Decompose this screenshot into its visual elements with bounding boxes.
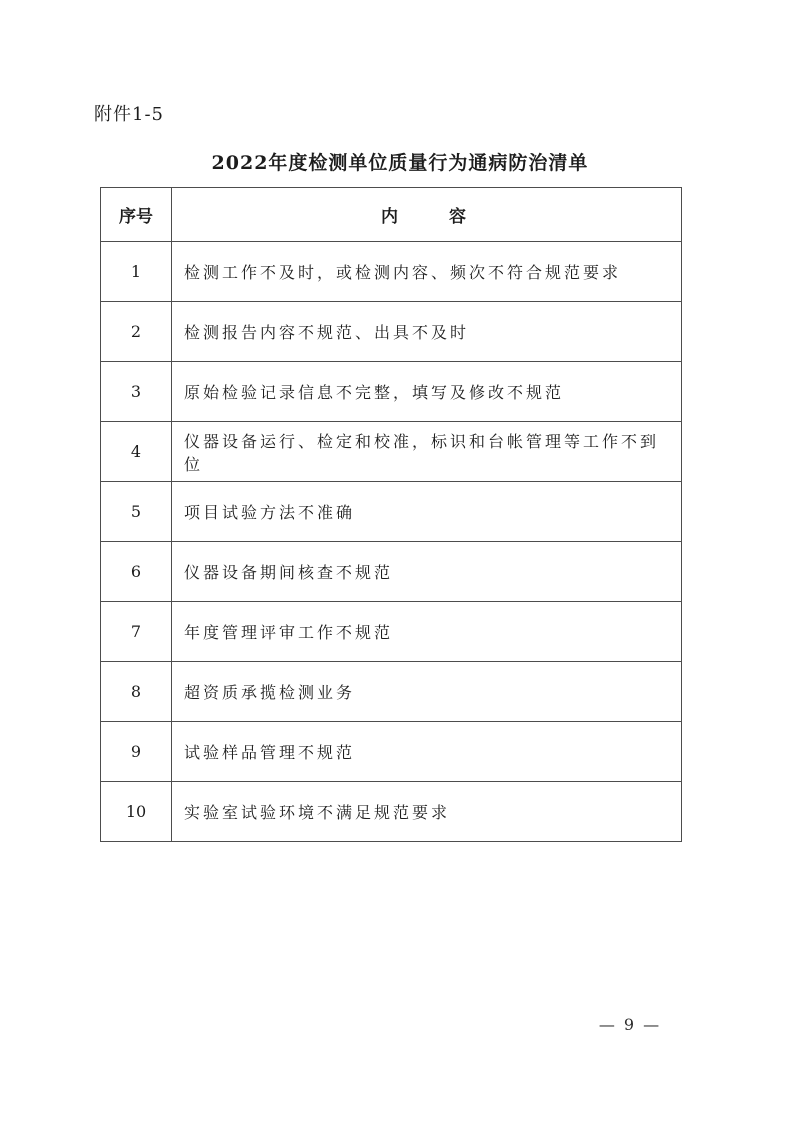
row-number-cell: 5 [101,482,172,542]
row-content-cell: 仪器设备期间核查不规范 [172,542,682,602]
row-content-cell: 仪器设备运行、检定和校准，标识和台帐管理等工作不到位 [172,422,682,482]
row-number-cell: 8 [101,662,172,722]
row-number-cell: 9 [101,722,172,782]
attachment-label: 附件1-5 [94,104,164,125]
table-row [101,722,682,782]
header-cell-no: 序号 [101,188,172,242]
row-content-cell: 检测报告内容不规范、出具不及时 [172,302,682,362]
table-row [101,782,682,842]
table-row [101,302,682,362]
row-content-cell: 年度管理评审工作不规范 [172,602,682,662]
page-number: — 9 — [598,1015,662,1034]
page-title: 2022年度检测单位质量行为通病防治清单 [211,152,589,174]
row-number-cell: 2 [101,302,172,362]
row-number-cell: 10 [101,782,172,842]
row-number-cell: 3 [101,362,172,422]
issues-table [100,187,682,842]
row-number-cell: 7 [101,602,172,662]
table-row [101,602,682,662]
table-body [101,242,682,842]
row-content-cell: 检测工作不及时，或检测内容、频次不符合规范要求 [172,242,682,302]
row-number-cell: 1 [101,242,172,302]
row-content-cell: 试验样品管理不规范 [172,722,682,782]
row-content-cell: 超资质承揽检测业务 [172,662,682,722]
table-row [101,242,682,302]
header-cell-content: 内 容 [172,188,682,242]
row-content-cell: 原始检验记录信息不完整，填写及修改不规范 [172,362,682,422]
table-row [101,662,682,722]
table-row [101,422,682,482]
table-row [101,542,682,602]
row-content-cell: 项目试验方法不准确 [172,482,682,542]
table-header-row [101,188,682,242]
table-header [101,188,682,242]
table-row [101,482,682,542]
row-number-cell: 4 [101,422,172,482]
row-number-cell: 6 [101,542,172,602]
table-row [101,362,682,422]
row-content-cell: 实验室试验环境不满足规范要求 [172,782,682,842]
